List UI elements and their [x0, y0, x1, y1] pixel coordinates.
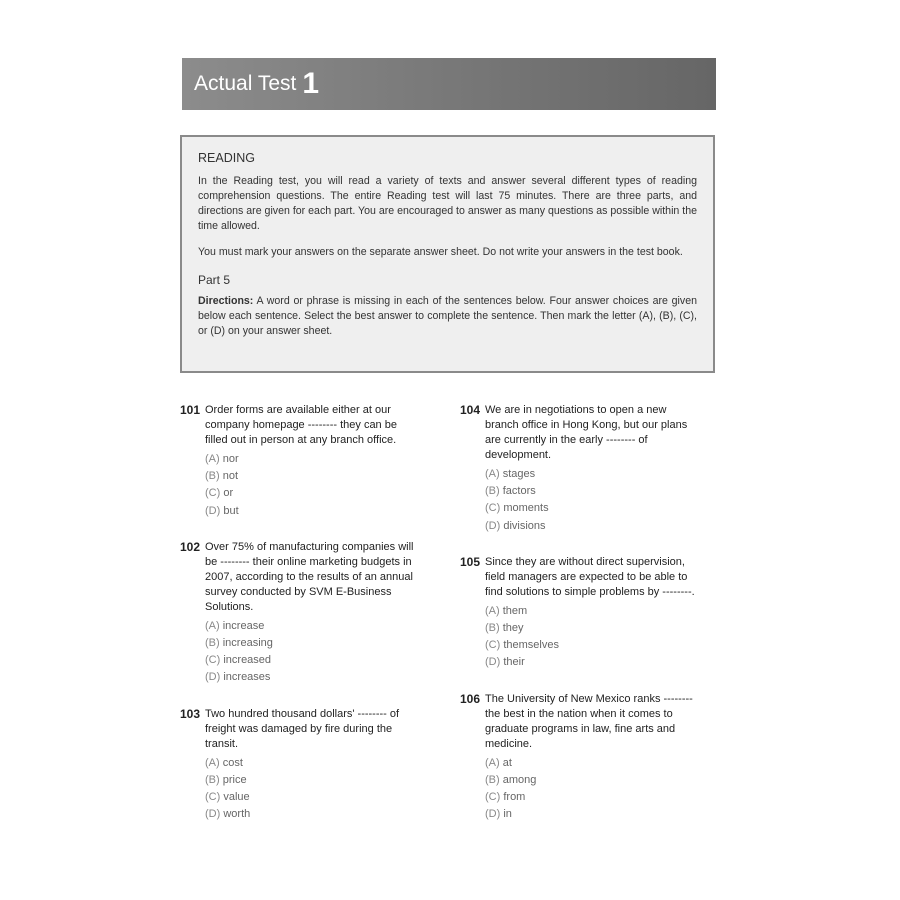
- option-c[interactable]: (C) themselves: [485, 639, 559, 652]
- option-c[interactable]: (C) or: [205, 487, 234, 500]
- question-column-right: [460, 403, 695, 843]
- part-title: Part 5: [198, 273, 231, 287]
- option-a[interactable]: (A) them: [485, 604, 528, 617]
- reading-paragraph-2: You must mark your answers on the separate answer sheet. Do not write your answers in the test book.: [198, 246, 683, 258]
- question-number: 101: [180, 403, 201, 417]
- option-d[interactable]: (D) in: [485, 808, 512, 821]
- question-104: [460, 403, 695, 535]
- question-stem: Since they are without direct supervision, field managers are expected to be able to find solutions to simple problems by --------.: [485, 555, 695, 598]
- option-d[interactable]: (D) but: [205, 504, 239, 517]
- question-stem: Order forms are available either at our company homepage -------- they can be filled out in person at any branch office.: [205, 404, 397, 446]
- question-column-left: [180, 403, 415, 843]
- option-d[interactable]: (D) their: [485, 656, 525, 669]
- option-b[interactable]: (B) factors: [485, 485, 536, 498]
- banner-title: Actual Test: [194, 72, 297, 95]
- banner-number: 1: [302, 67, 320, 100]
- question-number: 106: [460, 691, 481, 706]
- question-stem: Two hundred thousand dollars' -------- of freight was damaged by fire during the transit.: [205, 707, 400, 750]
- question-number: 104: [460, 403, 481, 417]
- option-d[interactable]: (D) worth: [205, 808, 251, 821]
- question-number: 102: [180, 539, 201, 554]
- question-stem: We are in negotiations to open a new branch office in Hong Kong, but our plans are currently in the early -------- of development.: [485, 404, 688, 461]
- option-d[interactable]: (D) increases: [205, 671, 271, 684]
- option-a[interactable]: (A) at: [485, 756, 512, 769]
- reading-heading: READING: [198, 151, 255, 165]
- option-c[interactable]: (C) increased: [205, 654, 272, 667]
- instructions-box: [180, 135, 715, 373]
- directions-paragraph: [198, 294, 697, 339]
- option-b[interactable]: (B) among: [485, 773, 537, 786]
- question-105: [460, 555, 695, 672]
- option-b[interactable]: (B) increasing: [205, 637, 273, 650]
- question-number: 105: [460, 554, 481, 569]
- question-102: [180, 540, 415, 687]
- question-stem: Over 75% of manufacturing companies will be -------- their online marketing budgets in 2007, according to the results of an annual survey conducted by SVM E-Business Solutions.: [205, 540, 414, 613]
- reading-paragraph-1: In the Reading test, you will read a variety of texts and answer several different types of reading comprehension questions. The entire Reading test will last 75 minutes. There are three parts, and directions are given for each part. You are encouraged to answer as many questions as possible within the time allowed.: [198, 175, 697, 232]
- question-101: [180, 403, 415, 520]
- option-a[interactable]: (A) nor: [205, 453, 239, 465]
- question-number: 103: [180, 706, 201, 721]
- option-c[interactable]: (C) value: [205, 791, 250, 804]
- option-d[interactable]: (D) divisions: [485, 519, 546, 532]
- option-b[interactable]: (B) not: [205, 470, 239, 483]
- question-stem: The University of New Mexico ranks -------- the best in the nation when it comes to graduate programs in law, fine arts and medicine.: [485, 692, 693, 750]
- option-a[interactable]: (A) increase: [205, 619, 265, 632]
- option-a[interactable]: (A) stages: [485, 468, 536, 480]
- directions-text: A word or phrase is missing in each of the sentences below. Four answer choices are given below each sentence. Select the best answer to complete the sentence. Then mark the letter (A), (B), (C), or (D) on your answer sheet.: [198, 295, 697, 337]
- option-c[interactable]: (C) moments: [485, 502, 549, 515]
- question-103: [180, 707, 415, 824]
- option-b[interactable]: (B) they: [485, 622, 524, 635]
- section-banner: [182, 58, 716, 110]
- option-a[interactable]: (A) cost: [205, 756, 243, 769]
- option-b[interactable]: (B) price: [205, 773, 247, 786]
- option-c[interactable]: (C) from: [485, 791, 526, 804]
- question-106: [460, 692, 695, 824]
- directions-label: Directions:: [198, 295, 254, 307]
